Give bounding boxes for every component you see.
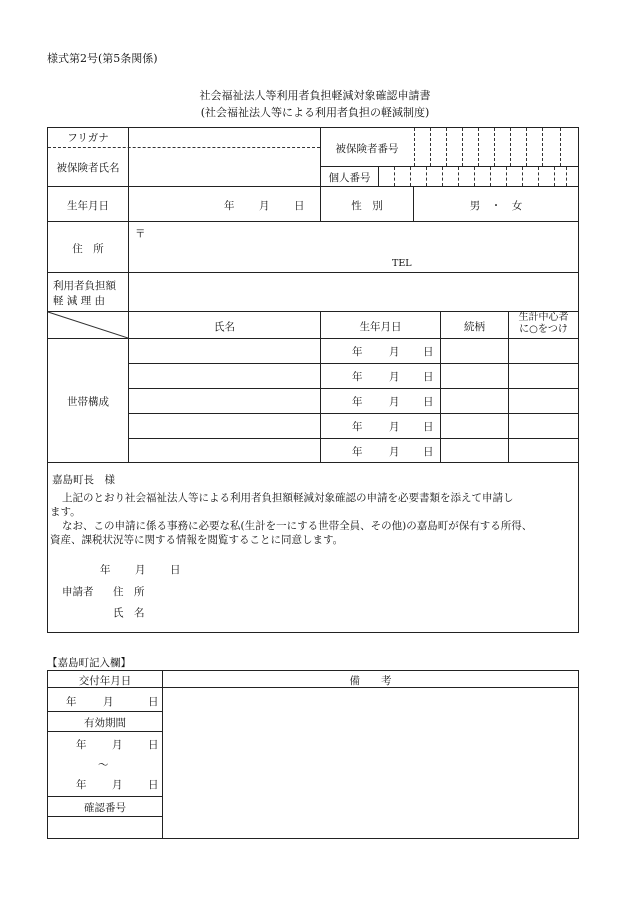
gender-options: 男 ・ 女 <box>469 200 523 212</box>
validity-start-year-unit: 年 <box>76 739 87 751</box>
furigana-label: フリガナ <box>67 132 109 144</box>
insured-name-label: 被保険者氏名 <box>56 162 120 174</box>
issue-date-label: 交付年月日 <box>78 675 132 687</box>
validity-end-day-unit: 日 <box>148 779 159 791</box>
reason-label-line2: 軽 減 理 由 <box>53 295 106 307</box>
reason-label-line1: 利用者負担額 <box>53 280 116 292</box>
household-col-head-line2: に○をつけ <box>519 324 568 335</box>
application-year-unit: 年 <box>100 564 111 576</box>
gender-label: 性 別 <box>351 200 383 212</box>
validity-start-month-unit: 月 <box>112 739 123 751</box>
issue-year-unit: 年 <box>66 696 77 708</box>
tel-label: TEL <box>392 258 412 269</box>
validity-start-day-unit: 日 <box>148 739 159 751</box>
office-section-title: 【嘉島町記入欄】 <box>47 657 131 669</box>
declaration-para2-line2: 資産、課税状況等に関する情報を閲覧することに同意します。 <box>50 534 344 546</box>
applicant-address-label: 住 所 <box>113 586 145 598</box>
validity-end-month-unit: 月 <box>112 779 123 791</box>
validity-end-year-unit: 年 <box>76 779 87 791</box>
household-section-label: 世帯構成 <box>67 396 109 408</box>
household-col-name: 氏名 <box>214 321 235 333</box>
address-label: 住 所 <box>72 243 104 255</box>
issue-month-unit: 月 <box>103 696 114 708</box>
validity-label: 有効期間 <box>84 717 126 729</box>
form-number: 様式第2号(第5条関係) <box>47 52 158 65</box>
household-col-relation: 続柄 <box>464 321 485 333</box>
addressee: 嘉島町長 様 <box>52 474 115 486</box>
remarks-label: 備 考 <box>349 675 392 687</box>
birth-month-unit: 月 <box>259 200 270 212</box>
issue-day-unit: 日 <box>148 696 159 708</box>
declaration-para1-line1: 上記のとおり社会福祉法人等による利用者負担額軽減対象確認の申請を必要書類を添えて申請し <box>62 492 514 504</box>
insured-number-label: 被保険者番号 <box>335 143 399 155</box>
birth-year-unit: 年 <box>224 200 235 212</box>
validity-tilde: 〜 <box>98 759 109 771</box>
applicant-name-label: 氏 名 <box>113 607 145 619</box>
applicant-label: 申請者 <box>62 586 94 598</box>
birth-day-unit: 日 <box>294 200 305 212</box>
household-col-birthdate: 生年月日 <box>359 321 402 333</box>
confirmation-number-label: 確認番号 <box>84 802 126 814</box>
postal-mark: 〒 <box>135 228 146 240</box>
form-title: 社会福祉法人等利用者負担軽減対象確認申請書 <box>199 89 431 102</box>
birthdate-label: 生年月日 <box>67 200 109 212</box>
form-subtitle: (社会福祉法人等による利用者負担の軽減制度) <box>200 106 430 119</box>
application-month-unit: 月 <box>135 564 146 576</box>
declaration-para1-line2: ます。 <box>50 506 81 518</box>
declaration-para2-line1: なお、この申請に係る事務に必要な私(生計を一にする世帯全員、その他)の嘉島町が保有する所得、 <box>62 520 533 532</box>
household-col-head-line1: 生計中心者 <box>518 312 569 323</box>
personal-number-label: 個人番号 <box>328 172 371 184</box>
application-day-unit: 日 <box>170 564 181 576</box>
